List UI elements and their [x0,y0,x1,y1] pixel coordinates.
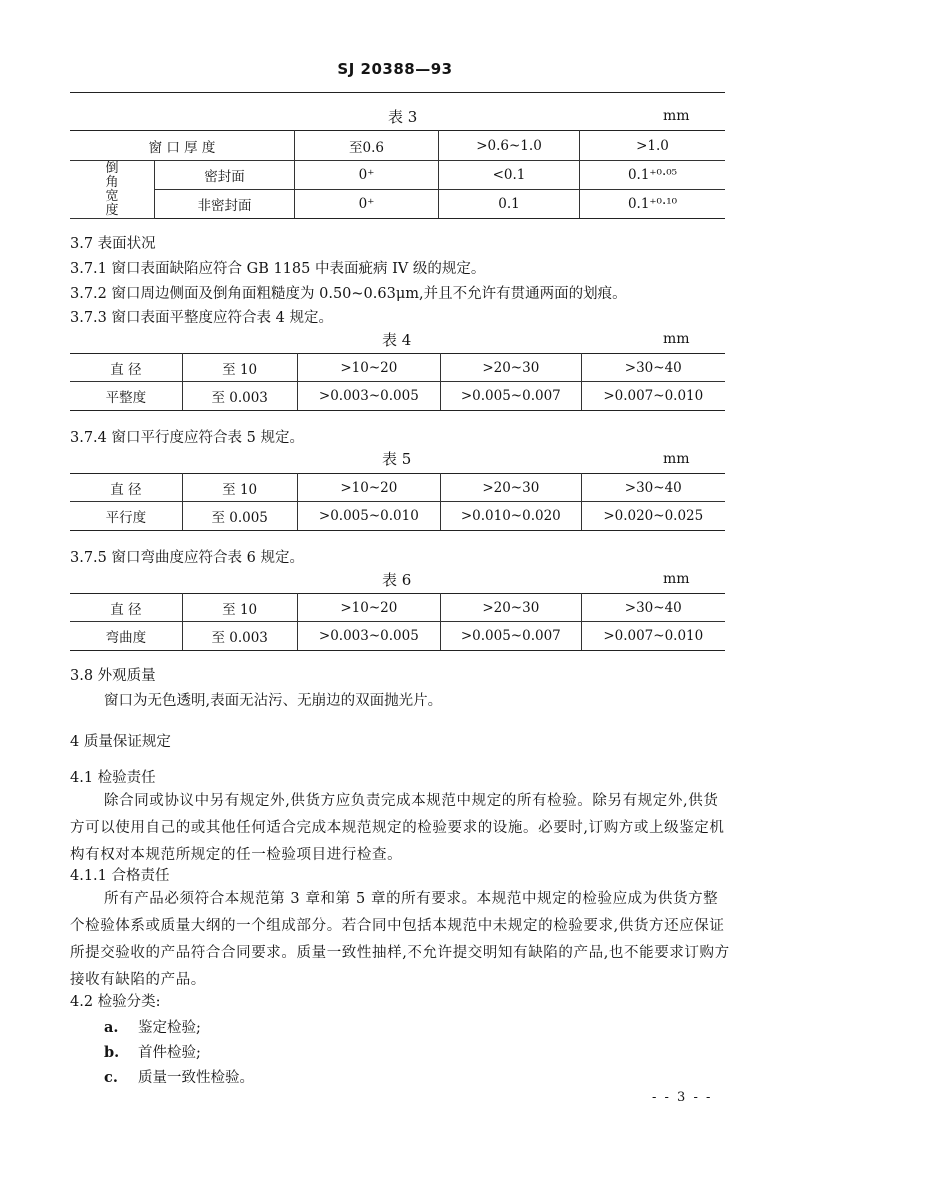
table3-group-cell [70,161,155,219]
section-4-1-title: 4.1 检验责任 [70,770,156,786]
table6-row-label: 弯曲度 [70,622,182,651]
table6-header-cell: 直 径 [70,594,182,622]
section-3-7-1: 3.7.1 窗口表面缺陷应符合 GB 1185 中表面疵病 IV 级的规定。 [70,261,486,277]
table4-header-cell: 至 10 [182,354,297,382]
table5-cell: >0.010~0.020 [441,502,581,531]
table3-cell: <0.1 [439,161,580,190]
table4-cell: >0.007~0.010 [581,382,725,411]
list-item [104,1041,201,1062]
table3-cell: 0.1⁺⁰·⁰⁵ [580,161,726,190]
table4-header-cell: >10~20 [297,354,440,382]
table5-header-cell: 至 10 [182,474,297,502]
list-marker: b. [104,1044,120,1061]
table5-cell: 至 0.005 [182,502,297,531]
table4-caption: 表 4 [382,331,412,349]
table3-cell: 0.1⁺⁰·¹⁰ [580,190,726,219]
table-5 [70,473,725,531]
table5-row-label: 平行度 [70,502,182,531]
list-item [104,1016,201,1037]
section-4-1-1-body: 所有产品必须符合本规范第 3 章和第 5 章的所有要求。本规范中规定的检验应成为供货方整个检验体系或质量大纲的一个组成部分。若合同中包括本规范中未规定的检验要求,供货方还应保证所提交验收的产品符合合同要求。质量一致性抽样,不允许提交明知有缺陷的产品,也不能要求订购方接收有缺陷的产品。 [70,891,730,988]
table3-cell: 0⁺ [295,190,439,219]
table5-caption: 表 5 [382,450,412,468]
table5-header-cell: >10~20 [297,474,440,502]
table4-cell: 至 0.003 [182,382,297,411]
section-4-2-title: 4.2 检验分类: [70,994,161,1010]
section-3-8-body: 窗口为无色透明,表面无沾污、无崩边的双面抛光片。 [104,693,443,709]
table3-col-3: >1.0 [580,131,726,161]
table3-cell: 0⁺ [295,161,439,190]
table5-unit: mm [663,451,690,467]
section-3-7-2: 3.7.2 窗口周边侧面及倒角面粗糙度为 0.50~0.63μm,并且不允许有贯通两面的划痕。 [70,286,627,302]
table3-col-1: 至0.6 [295,131,439,161]
table6-header-cell: >30~40 [581,594,725,622]
table4-unit: mm [663,331,690,347]
document-code: SJ 20388—93 [337,60,453,78]
section-4-1-1-title: 4.1.1 合格责任 [70,868,170,884]
list-text: 鉴定检验; [138,1020,201,1036]
table5-cell: >0.005~0.010 [297,502,440,531]
table3-col-2: >0.6~1.0 [439,131,580,161]
table-3 [70,130,725,219]
table3-group-label: 倒角宽度 [105,160,119,218]
list-text: 质量一致性检验。 [138,1070,254,1086]
table5-header-cell: 直 径 [70,474,182,502]
section-3-7-5: 3.7.5 窗口弯曲度应符合表 6 规定。 [70,550,304,566]
section-3-7-4: 3.7.4 窗口平行度应符合表 5 规定。 [70,430,304,446]
header-rule [70,92,725,93]
table5-header-cell: >30~40 [581,474,725,502]
list-item [104,1066,254,1087]
table4-row-label: 平整度 [70,382,182,411]
table4-header-cell: 直 径 [70,354,182,382]
table6-header-cell: >10~20 [297,594,440,622]
table-4 [70,353,725,411]
table6-caption: 表 6 [382,571,412,589]
table4-header-cell: >20~30 [441,354,581,382]
table5-header-cell: >20~30 [441,474,581,502]
section-3-7-3: 3.7.3 窗口表面平整度应符合表 4 规定。 [70,310,333,326]
table3-row2-label: 非密封面 [155,190,295,219]
section-4-title: 4 质量保证规定 [70,734,171,750]
table6-header-cell: >20~30 [441,594,581,622]
page-number: - - 3 - - [652,1090,713,1105]
table3-row1-label: 密封面 [155,161,295,190]
table4-cell: >0.003~0.005 [297,382,440,411]
section-4-1-body: 除合同或协议中另有规定外,供货方应负责完成本规范中规定的所有检验。除另有规定外,供货方可以使用自己的或其他任何适合完成本规范规定的检验要求的设施。必要时,订购方或上级鉴定机构有权对本规范所规定的任一检验项目进行检查。 [70,793,725,863]
table6-cell: 至 0.003 [182,622,297,651]
list-marker: a. [104,1019,119,1036]
list-marker: c. [104,1069,118,1086]
table3-cell: 0.1 [439,190,580,219]
section-3-7-title: 3.7 表面状况 [70,236,156,252]
table6-unit: mm [663,571,690,587]
table3-header-label: 窗 口 厚 度 [70,131,295,161]
table5-cell: >0.020~0.025 [581,502,725,531]
table6-cell: >0.005~0.007 [441,622,581,651]
table4-header-cell: >30~40 [581,354,725,382]
section-3-8-title: 3.8 外观质量 [70,668,156,684]
table3-caption: 表 3 [388,108,418,126]
table6-cell: >0.003~0.005 [297,622,440,651]
table6-cell: >0.007~0.010 [581,622,725,651]
table-6 [70,593,725,651]
table4-cell: >0.005~0.007 [441,382,581,411]
table3-unit: mm [663,108,690,124]
list-text: 首件检验; [138,1045,201,1061]
table6-header-cell: 至 10 [182,594,297,622]
